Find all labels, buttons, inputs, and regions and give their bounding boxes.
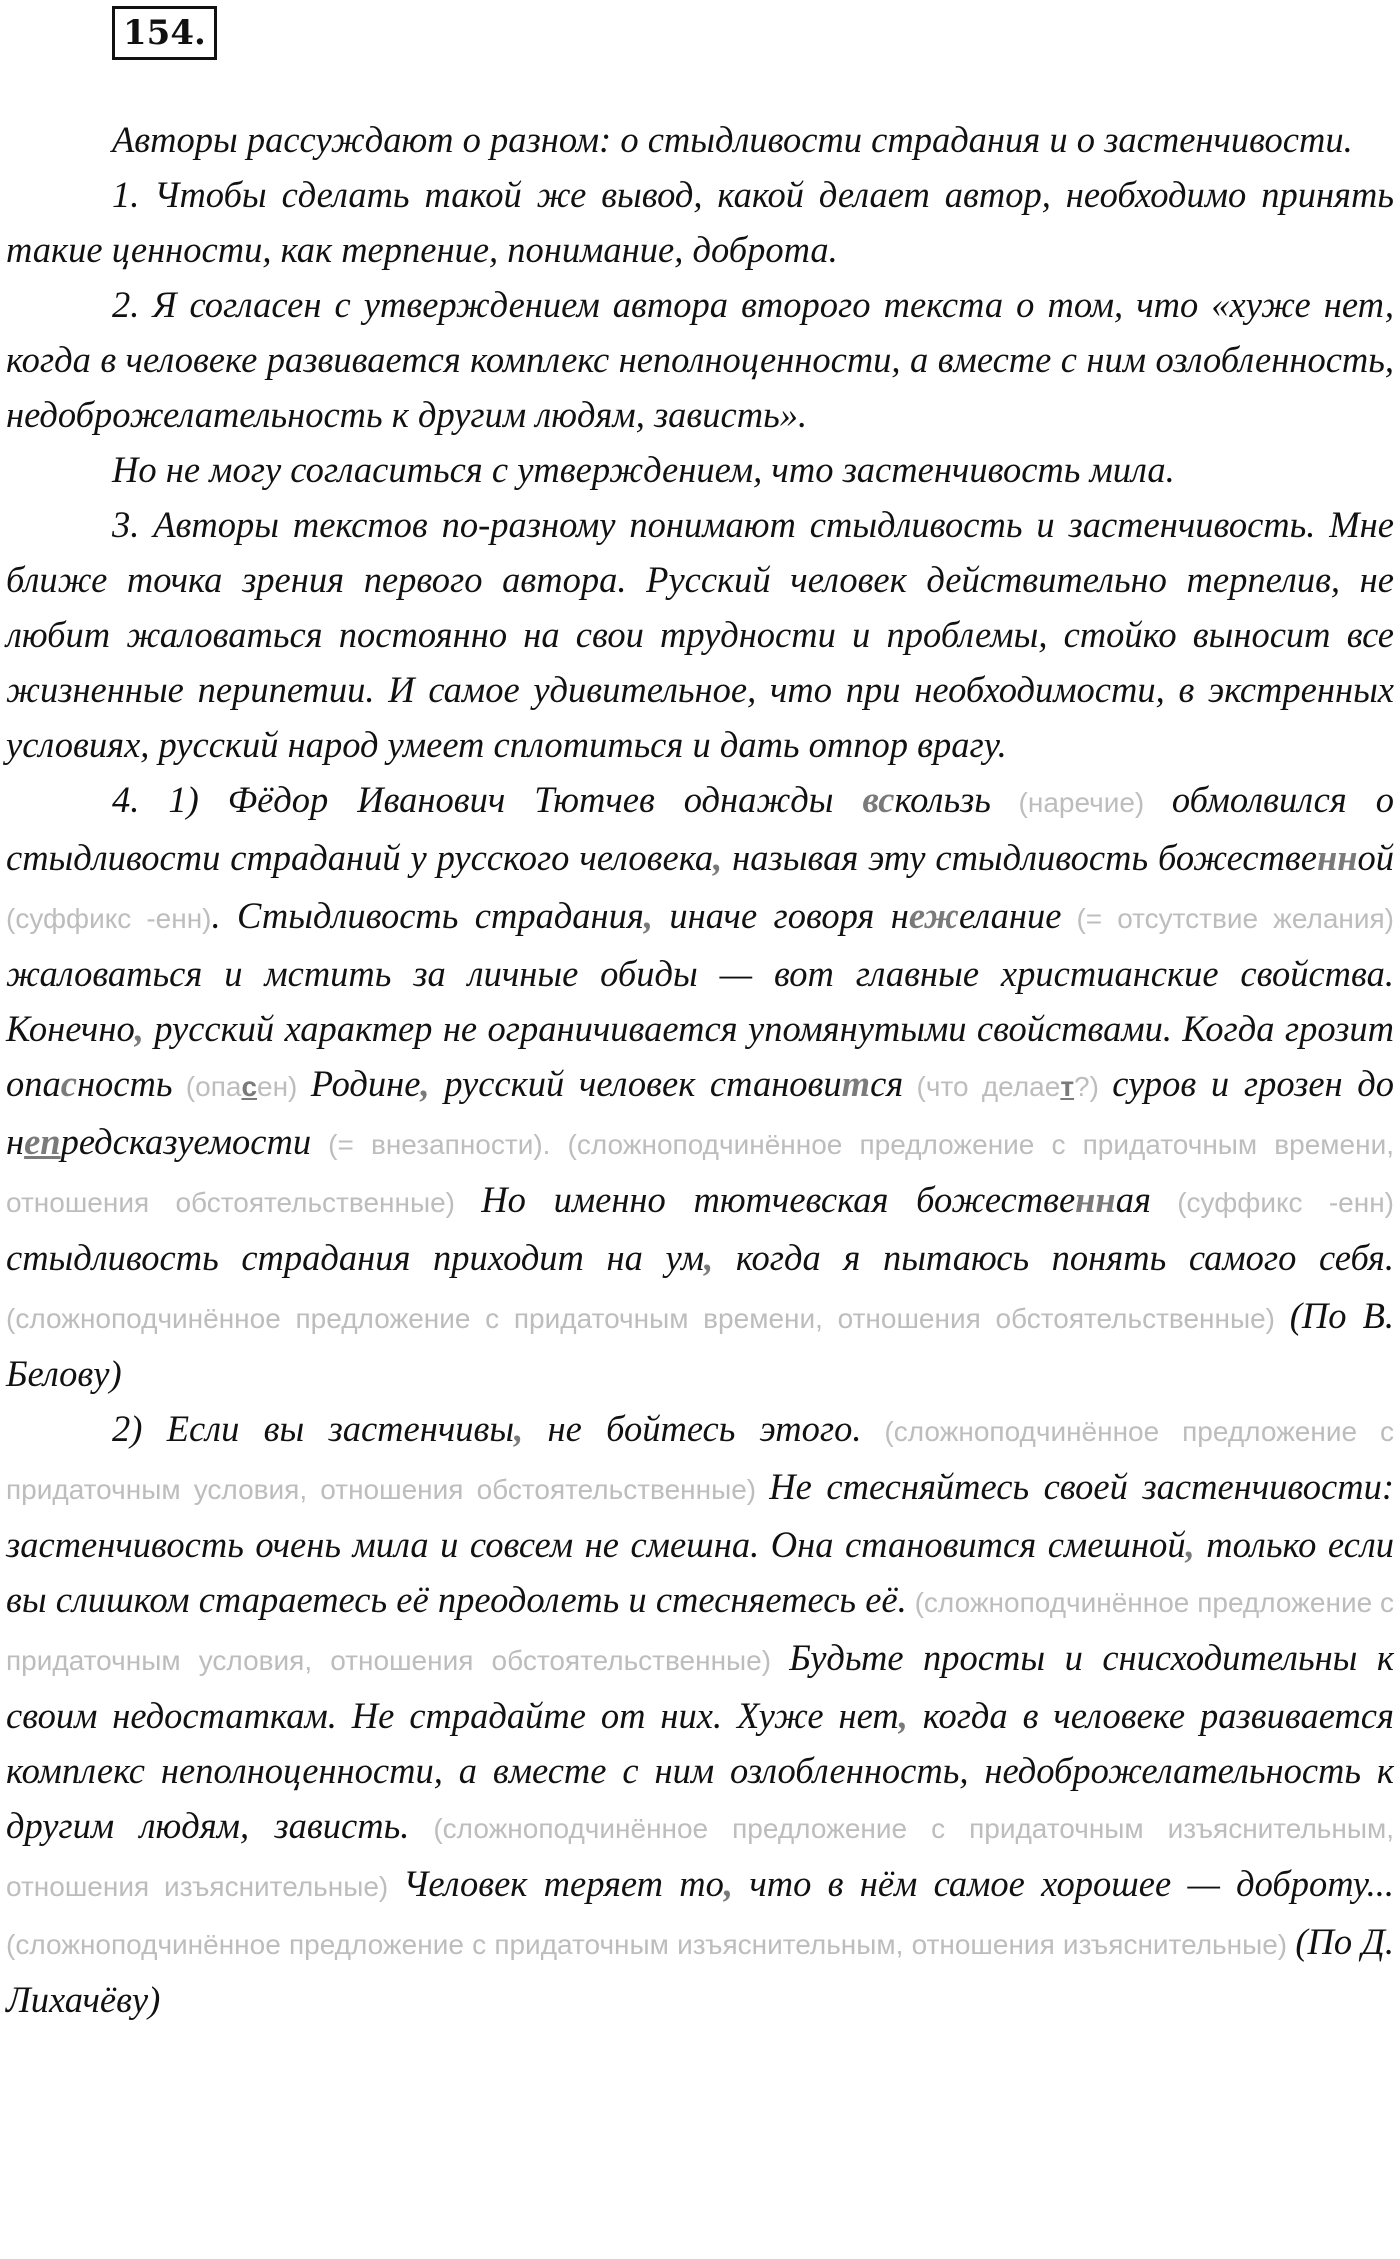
note: (что делае bbox=[903, 1071, 1061, 1102]
answer-text bbox=[6, 112, 1394, 2027]
highlight-letters: вс bbox=[862, 779, 895, 820]
intro-paragraph bbox=[6, 112, 1394, 167]
note: (сложноподчинённое предложение с придаточным условия, отношения обстоятельственные) bbox=[6, 1416, 1394, 1505]
note: (сложноподчинённое предложение с придаточным времени, отношения обстоятельственные) bbox=[6, 1303, 1290, 1334]
highlight-comma: , bbox=[898, 1695, 908, 1736]
text-run: русский характер не ограничивается упомянутыми свойствами. Когда грозит опа bbox=[6, 1008, 1394, 1104]
item-3: 3. Авторы текстов по-разному понимают стыдливость и застенчивость. Мне ближе точка зрения первого автора. Русский человек действительно терпелив, не любит жаловаться постоянно на свои трудности и проблемы, стойко выносит все жизненные перипетии. И самое удивительное, что при необходимости, в экстренных условиях, русский народ умеет сплотиться и дать отпор врагу. bbox=[6, 504, 1394, 765]
source: (По В. Белову) bbox=[6, 1295, 1394, 1394]
highlight-comma: , bbox=[134, 1008, 144, 1049]
text-run: 2) Если вы застенчивы bbox=[112, 1408, 515, 1449]
text-run: суров и грозен до н bbox=[6, 1063, 1394, 1162]
text-run: Будьте просты и снисходительны к своим недостаткам. Не страдайте от них. Хуже нет bbox=[6, 1637, 1394, 1736]
text-run: когда я пытаюсь понять самого себя. bbox=[713, 1237, 1394, 1278]
text-run: не бойтесь этого. bbox=[523, 1408, 862, 1449]
note: (суффикс -енн) bbox=[6, 903, 212, 934]
note: (= внезапности). bbox=[311, 1129, 551, 1160]
note: (сложноподчинённое предложение с придаточным времени, отношения обстоятельственные) bbox=[6, 1129, 1394, 1218]
item-4-part-2 bbox=[6, 1401, 1394, 2027]
note: (сложноподчинённое предложение с придаточным изъяснительным, отношения изъяснительные) bbox=[6, 1929, 1296, 1960]
text-run: Но именно тютчевская божестве bbox=[481, 1179, 1076, 1220]
text-run: елание bbox=[958, 895, 1062, 936]
note: (сложноподчинённое предложение с придаточным изъяснительным, отношения изъяснительные) bbox=[6, 1813, 1394, 1902]
highlight-comma: , bbox=[420, 1063, 430, 1104]
highlight-letters: нн bbox=[1075, 1179, 1116, 1220]
text-run: когда в человеке развивается комплекс неполноценности, а вместе с ним озлобленность, недоброжелательность к другим людям, зависть. bbox=[6, 1695, 1394, 1846]
highlight-letters: еж bbox=[908, 895, 959, 936]
note: (наречие) bbox=[990, 787, 1172, 818]
text-run: ся bbox=[870, 1063, 904, 1104]
note: (= отсутствие желания) bbox=[1061, 903, 1395, 934]
note: (сложноподчинённое предложение с придаточным условия, отношения обстоятельственные) bbox=[6, 1587, 1395, 1676]
text-run: стыдливость страдания приходит на ум bbox=[6, 1237, 705, 1278]
text-run: что в нём самое хорошее — доброту... bbox=[733, 1863, 1394, 1904]
text-run: жаловаться и мстить за личные обиды — вот главные христианские свойства. Конечно bbox=[6, 953, 1394, 1049]
note-highlight: т bbox=[1060, 1071, 1075, 1102]
text-run: ой bbox=[1357, 837, 1395, 878]
text-run: обмолвился о стыдливости страданий у русского человека bbox=[6, 779, 1394, 878]
text-run: русский человек станови bbox=[429, 1063, 842, 1104]
text-run: ность bbox=[76, 1063, 173, 1104]
text-run: иначе говоря н bbox=[653, 895, 909, 936]
item-4-part-1 bbox=[6, 772, 1394, 1401]
text-run: . Стыдливость страдания bbox=[211, 895, 644, 936]
highlight-letters: т bbox=[841, 1063, 871, 1104]
note-highlight: с bbox=[241, 1071, 258, 1102]
item-2: 2. Я согласен с утверждением автора второго текста о том, что «хуже нет, когда в человеке развивается комплекс неполноценности, а вместе с ним озлобленность, недоброжелательность к другим людям, зависть». bbox=[6, 284, 1394, 435]
intro-line-2: застенчивости. bbox=[1104, 119, 1353, 160]
source: (По Д. Лихачёву) bbox=[6, 1921, 1394, 2020]
highlight-comma: , bbox=[723, 1863, 734, 1904]
text-run: называя эту стыдливость божестве bbox=[722, 837, 1317, 878]
item-1: 1. Чтобы сделать такой же вывод, какой делает автор, необходимо принять такие ценности, как терпение, понимание, доброта. bbox=[6, 174, 1394, 270]
text-run: редсказуемости bbox=[60, 1121, 312, 1162]
text-run: кользь bbox=[894, 779, 991, 820]
highlight-comma: , bbox=[713, 837, 723, 878]
intro-line-1: Авторы рассуждают о разном: о стыдливости страдания и о bbox=[112, 119, 1096, 160]
highlight-comma: , bbox=[704, 1237, 714, 1278]
text-run: Человек теряет то bbox=[403, 1863, 724, 1904]
text-run: Родине bbox=[310, 1063, 421, 1104]
text-run: ая bbox=[1115, 1179, 1151, 1220]
text-run: Не стесняйтесь своей застенчивости: застенчивость очень мила и совсем не смешна. Она становится смешной bbox=[6, 1466, 1394, 1565]
note: (опа bbox=[172, 1071, 242, 1102]
note: ен) bbox=[257, 1071, 311, 1102]
highlight-comma: , bbox=[643, 895, 653, 936]
highlight-letters: еп bbox=[24, 1121, 61, 1162]
highlight-comma: , bbox=[514, 1408, 524, 1449]
highlight-letters: нн bbox=[1316, 837, 1358, 878]
note: ?) bbox=[1074, 1071, 1113, 1102]
highlight-comma: , bbox=[1185, 1524, 1195, 1565]
highlight-letters: с bbox=[60, 1063, 77, 1104]
text-run: 4. 1) Фёдор Иванович Тютчев однажды bbox=[112, 779, 863, 820]
text-run: только если вы слишком стараетесь её преодолеть и стесняетесь её. bbox=[6, 1524, 1394, 1620]
task-number: 154. bbox=[112, 6, 217, 60]
note: (суффикс -енн) bbox=[1150, 1187, 1394, 1218]
item-2b: Но не могу согласиться с утверждением, что застенчивость мила. bbox=[112, 449, 1175, 490]
